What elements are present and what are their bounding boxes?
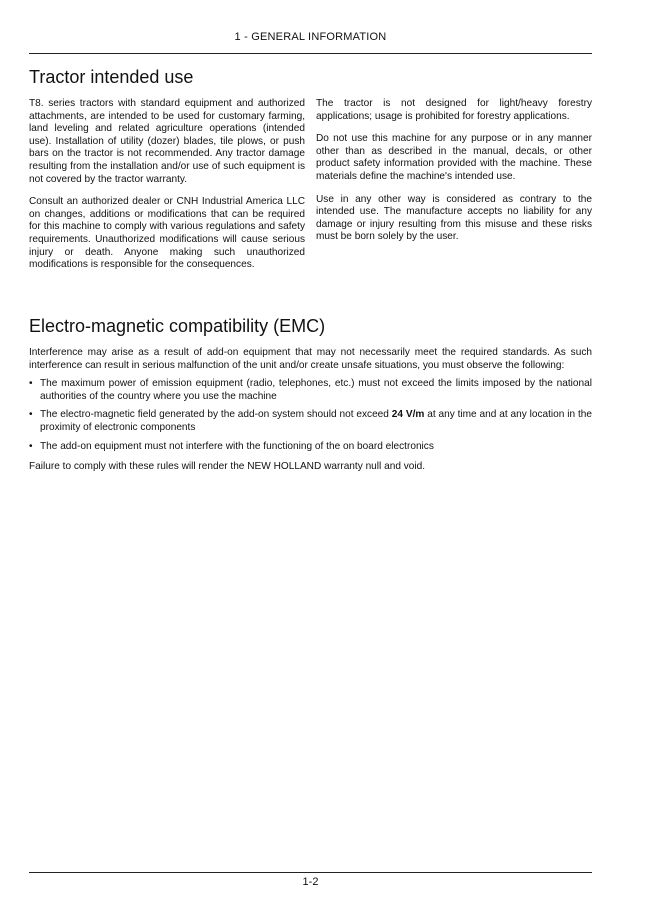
bullet-marker: • bbox=[29, 378, 33, 390]
field-limit-value: 24 V/m bbox=[391, 409, 425, 421]
bullet-marker: • bbox=[29, 440, 33, 452]
paragraph-forestry: The tractor is not designed for light/heavy forestry applications; usage is prohibited for forestry applications. bbox=[316, 98, 592, 122]
page-number: 1-2 bbox=[302, 876, 319, 888]
paragraph-purpose: Do not use this machine for any purpose or in any manner other than as described in the manual, decals, or other product safety information provided with the machine. These materials define the machine's intended use. bbox=[316, 133, 592, 182]
intended-use-left-column bbox=[29, 98, 305, 282]
list-item bbox=[29, 409, 592, 434]
list-item-text-continued: at any time and at any location in the proximity of electronic components bbox=[40, 409, 592, 433]
paragraph-modifications: Consult an authorized dealer or CNH Industrial America LLC on changes, additions or modifications that can be required for this machine to comply with various regulations and safety requirements. Unauthorized modifications will cause serious injury or death. Anyone making such unauthorized modifications is responsible for the consequences. bbox=[29, 196, 305, 271]
emc-intro-paragraph: Interference may arise as a result of add-on equipment that may not necessarily meet the required standards. As such interference can result in serious malfunction of the unit and/or create unsafe situations, you must observe the following: bbox=[29, 347, 592, 371]
running-header: 1 - GENERAL INFORMATION bbox=[234, 31, 387, 43]
footer-divider bbox=[29, 872, 592, 873]
list-item bbox=[29, 378, 592, 403]
list-item-text: The electro-magnetic field generated by the add-on system should not exceed bbox=[40, 409, 392, 421]
section-title-emc: Electro-magnetic compatibility (EMC) bbox=[29, 316, 326, 336]
emc-rule-list bbox=[29, 378, 592, 453]
paragraph-liability: Use in any other way is considered as contrary to the intended use. The manufacture accepts no liability for any damage or injury resulting from this misuse and these risks must be born solely by the user. bbox=[316, 193, 592, 243]
emc-section-body bbox=[29, 347, 592, 480]
intended-use-right-column bbox=[316, 98, 592, 254]
paragraph-intended-use-scope: T8. series tractors with standard equipment and authorized attachments, are intended to be used for customary farming, land leveling and related agriculture operations (intended use). Installation of utility (dozer) blades, tile plows, or push bars on the tractor is not recommended. Any tractor damage resulting from the installation and/or use of such equipment is not covered by the tractor warranty. bbox=[29, 98, 305, 185]
list-item bbox=[29, 441, 592, 454]
warranty-notice: Failure to comply with these rules will render the NEW HOLLAND warranty null and void. bbox=[29, 461, 426, 473]
header-divider bbox=[29, 53, 592, 54]
list-item-text: The maximum power of emission equipment (radio, telephones, etc.) must not exceed the limits imposed by the national authorities of the country where you use the machine bbox=[40, 378, 592, 402]
bullet-marker: • bbox=[29, 409, 33, 421]
section-title-intended-use: Tractor intended use bbox=[29, 67, 194, 87]
list-item-text: The add-on equipment must not interfere with the functioning of the on board electronics bbox=[40, 440, 434, 452]
